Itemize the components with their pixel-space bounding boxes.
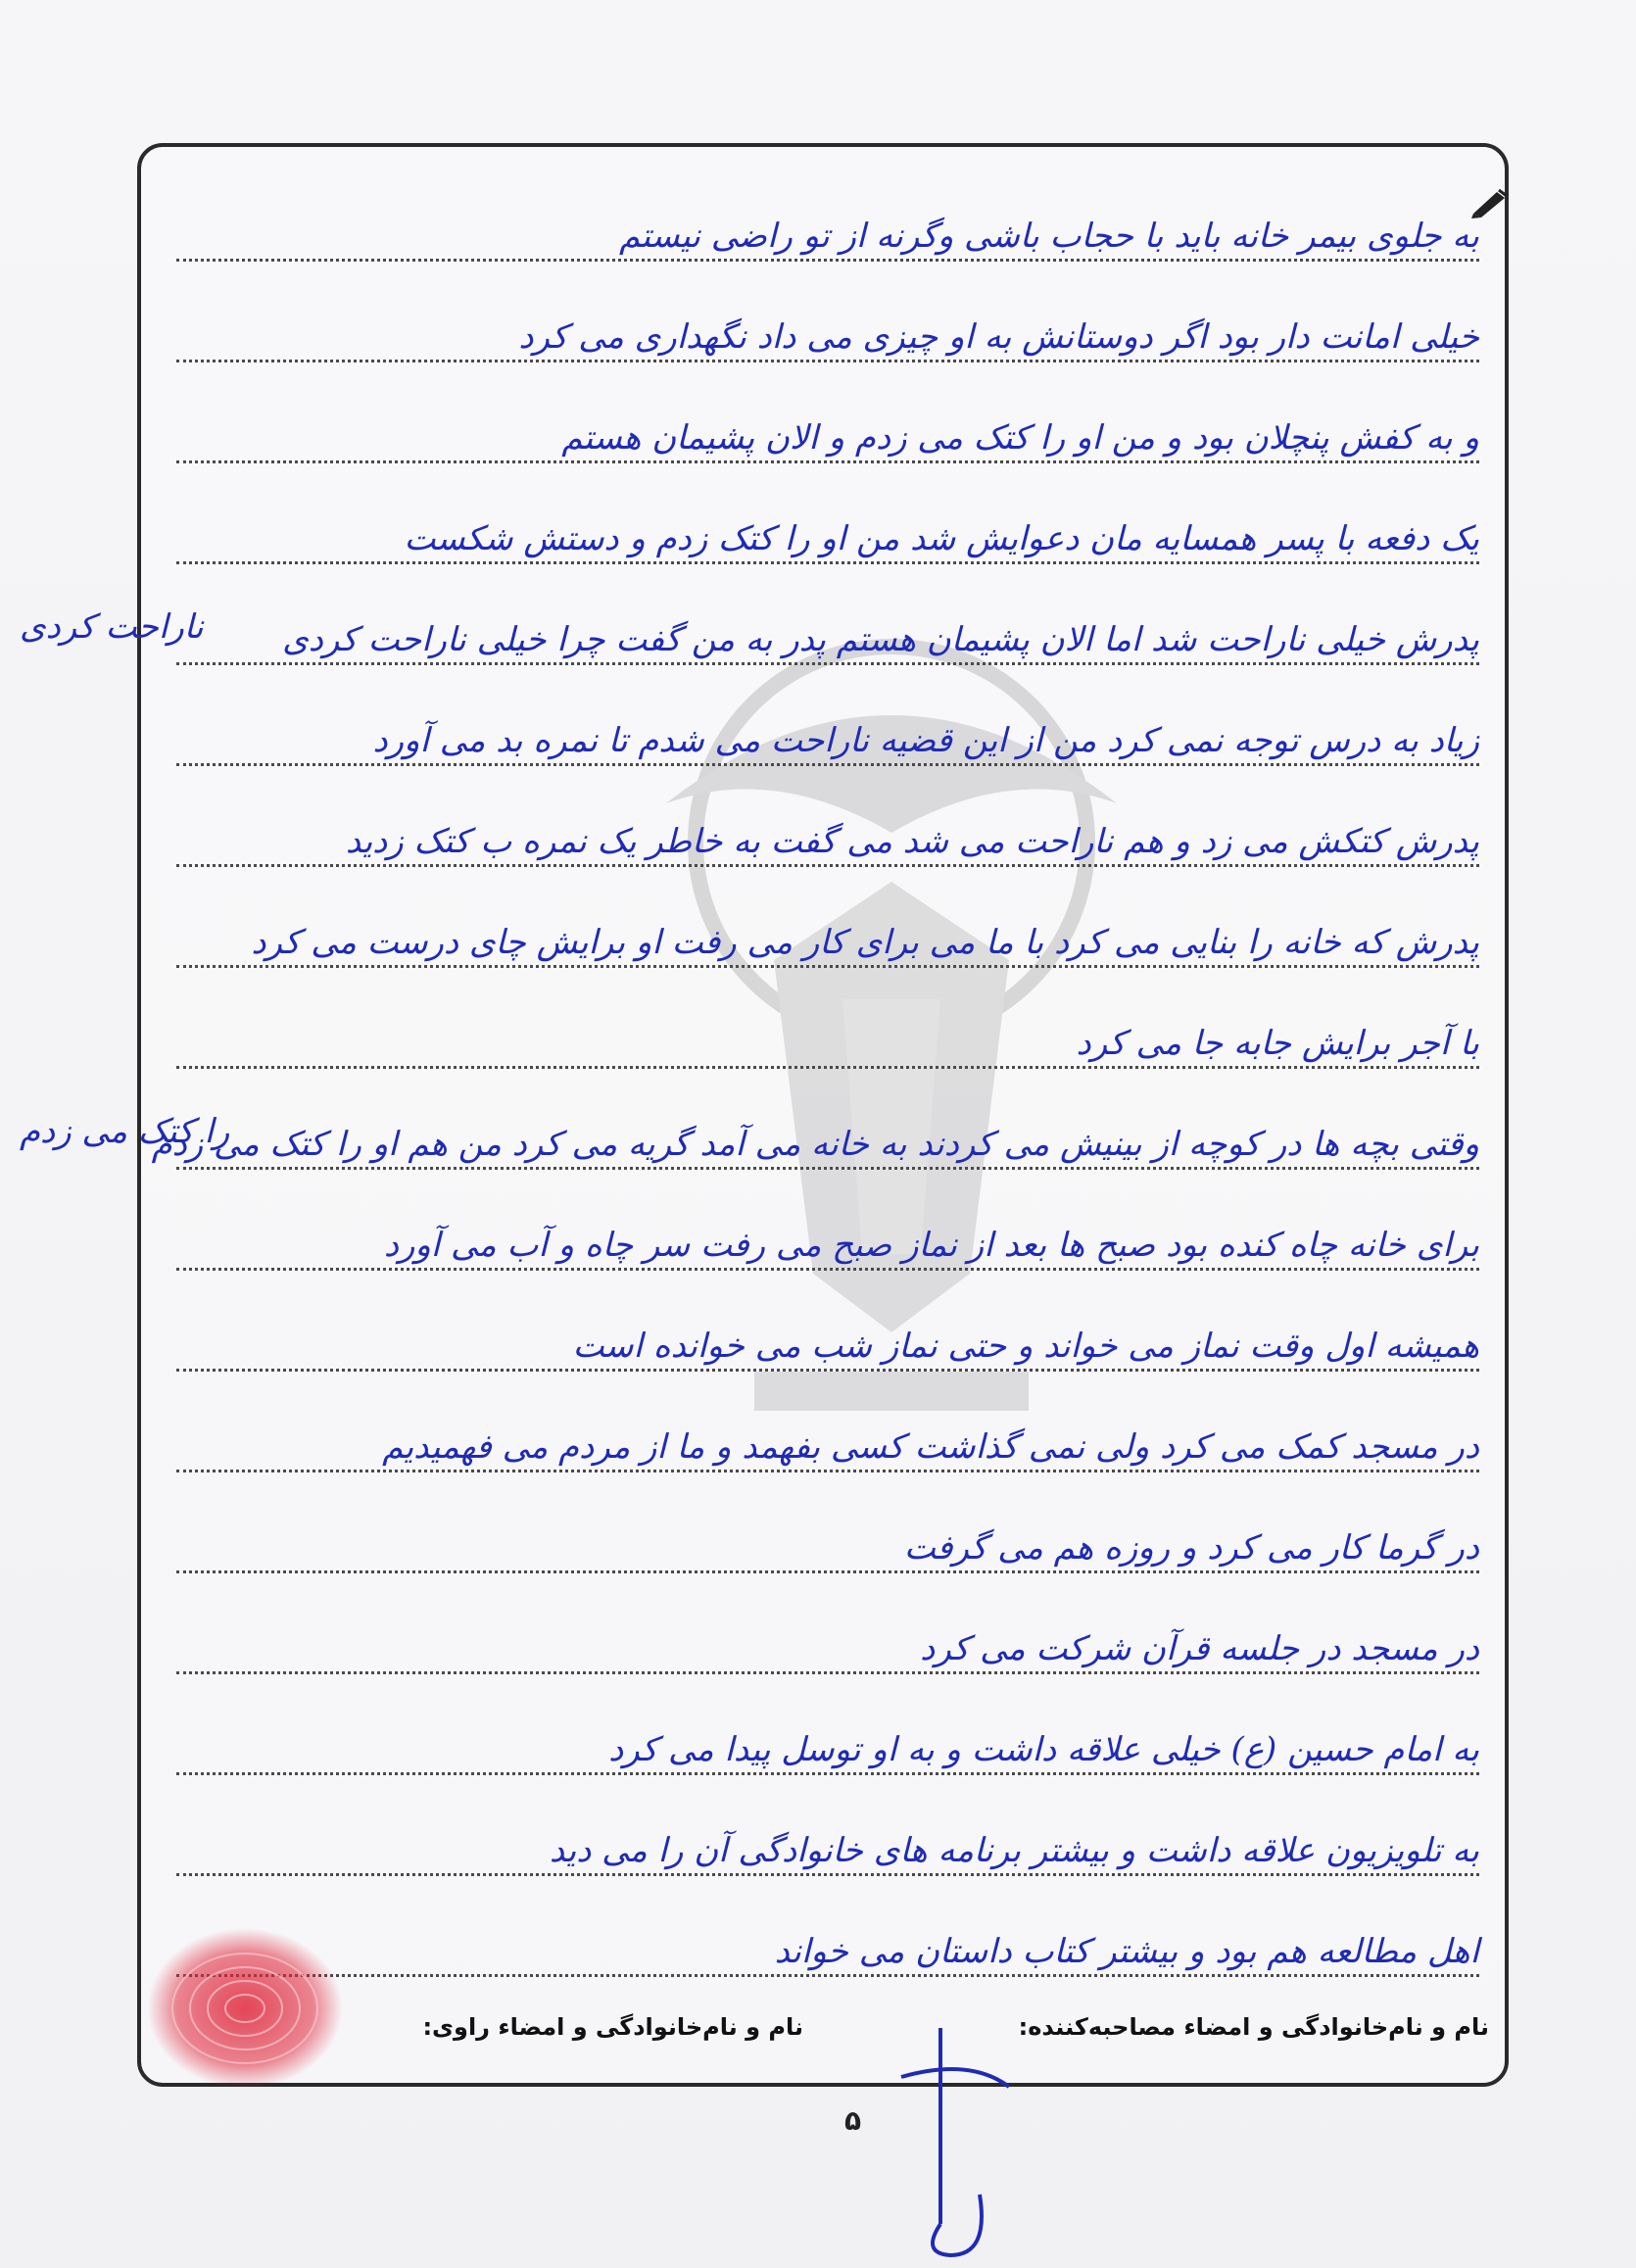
handwritten-line: وقتی بچه ها در کوچه از بینیش می کردند به خانه می آمد گریه می کرد من هم او را کتک می زدم xyxy=(151,1125,1479,1164)
dotted-rule xyxy=(176,259,1479,262)
handwritten-lines xyxy=(151,186,1479,2003)
narrator-label: نام و نام‌خانوادگی و امضاء راوی: xyxy=(422,2013,803,2041)
handwritten-line: به جلوی بیمر خانه باید با حجاب باشی وگرنه از تو راضی نیستم xyxy=(619,217,1479,256)
line-row xyxy=(167,1801,1479,1902)
handwritten-line: پدرش خیلی ناراحت شد اما الان پشیمان هستم پدر به من گفت چرا خیلی ناراحت کردی xyxy=(282,620,1479,659)
handwritten-line: برای خانه چاه کنده بود صبح ها بعد از نماز صبح می رفت سر چاه و آب می آورد xyxy=(383,1226,1479,1265)
dotted-rule xyxy=(176,1873,1479,1876)
line-row xyxy=(167,1599,1479,1700)
line-row xyxy=(151,1094,1479,1195)
line-row xyxy=(167,1296,1479,1397)
line-row xyxy=(167,1902,1479,2003)
dotted-rule xyxy=(176,1470,1479,1472)
fingerprint-stamp xyxy=(137,1920,353,2097)
dotted-rule xyxy=(176,662,1479,665)
line-row xyxy=(167,993,1479,1094)
dotted-rule xyxy=(176,1167,1479,1170)
handwritten-line: یک دفعه با پسر همسایه مان دعوایش شد من او را کتک زدم و دستش شکست xyxy=(404,519,1479,558)
handwritten-line: و به کفش پنچلان بود و من او را کتک می زدم و الان پشیمان هستم xyxy=(561,418,1479,458)
handwritten-line: با آجر برایش جابه جا می کرد xyxy=(1076,1024,1479,1063)
dotted-rule xyxy=(176,1974,1479,1977)
signature xyxy=(882,1999,1038,2263)
dotted-rule xyxy=(176,763,1479,766)
dotted-rule xyxy=(176,561,1479,564)
handwritten-line: به امام حسین (ع) خیلی علاقه داشت و به او توسل پیدا می کرد xyxy=(608,1730,1479,1769)
line-row xyxy=(167,1195,1479,1296)
handwritten-line: در مسجد در جلسه قرآن شرکت می کرد xyxy=(920,1629,1479,1668)
handwritten-line: پدرش که خانه را بنایی می کرد با ما می برای کار می رفت او برایش چای درست می کرد xyxy=(251,923,1479,962)
dotted-rule xyxy=(176,1369,1479,1372)
margin-note: ناراحت کردی xyxy=(20,607,204,647)
line-row xyxy=(167,1498,1479,1599)
page-number: ۵ xyxy=(844,2104,862,2137)
line-row xyxy=(167,1397,1479,1498)
dotted-rule xyxy=(176,1772,1479,1775)
dotted-rule xyxy=(176,460,1479,463)
dotted-rule xyxy=(176,1671,1479,1674)
handwritten-line: در گرما کار می کرد و روزه هم می گرفت xyxy=(903,1528,1479,1568)
handwritten-line: اهل مطالعه هم بود و بیشتر کتاب داستان می خواند xyxy=(774,1932,1479,1971)
line-row xyxy=(167,893,1479,993)
handwritten-line: در مسجد کمک می کرد ولی نمی گذاشت کسی بفهمد و ما از مردم می فهمیدیم xyxy=(382,1427,1479,1467)
dotted-rule xyxy=(176,1570,1479,1573)
dotted-rule xyxy=(176,360,1479,362)
dotted-rule xyxy=(176,965,1479,968)
line-row xyxy=(167,388,1479,489)
dotted-rule xyxy=(176,864,1479,867)
margin-note: را کتک می زدم xyxy=(20,1112,230,1151)
line-row xyxy=(167,186,1479,287)
line-row xyxy=(167,792,1479,893)
line-row xyxy=(167,489,1479,590)
dotted-rule xyxy=(176,1268,1479,1271)
handwritten-line: خیلی امانت دار بود اگر دوستانش به او چیزی می داد نگهداری می کرد xyxy=(518,317,1479,357)
interviewer-label: نام و نام‌خانوادگی و امضاء مصاحبه‌کننده: xyxy=(1018,2013,1489,2041)
line-row xyxy=(167,691,1479,792)
line-row xyxy=(167,590,1479,691)
dotted-rule xyxy=(176,1066,1479,1069)
line-row xyxy=(167,1700,1479,1801)
handwritten-line: همیشه اول وقت نماز می خواند و حتی نماز شب می خوانده است xyxy=(572,1327,1479,1366)
signature-footer xyxy=(157,2013,1489,2052)
handwritten-line: پدرش کتکش می زد و هم ناراحت می شد می گفت به خاطر یک نمره ب کتک زدید xyxy=(345,822,1479,861)
handwritten-line: به تلویزیون علاقه داشت و بیشتر برنامه های خانوادگی آن را می دید xyxy=(549,1831,1479,1870)
line-row xyxy=(167,287,1479,388)
handwritten-line: زیاد به درس توجه نمی کرد من از این قضیه ناراحت می شدم تا نمره بد می آورد xyxy=(372,721,1479,760)
